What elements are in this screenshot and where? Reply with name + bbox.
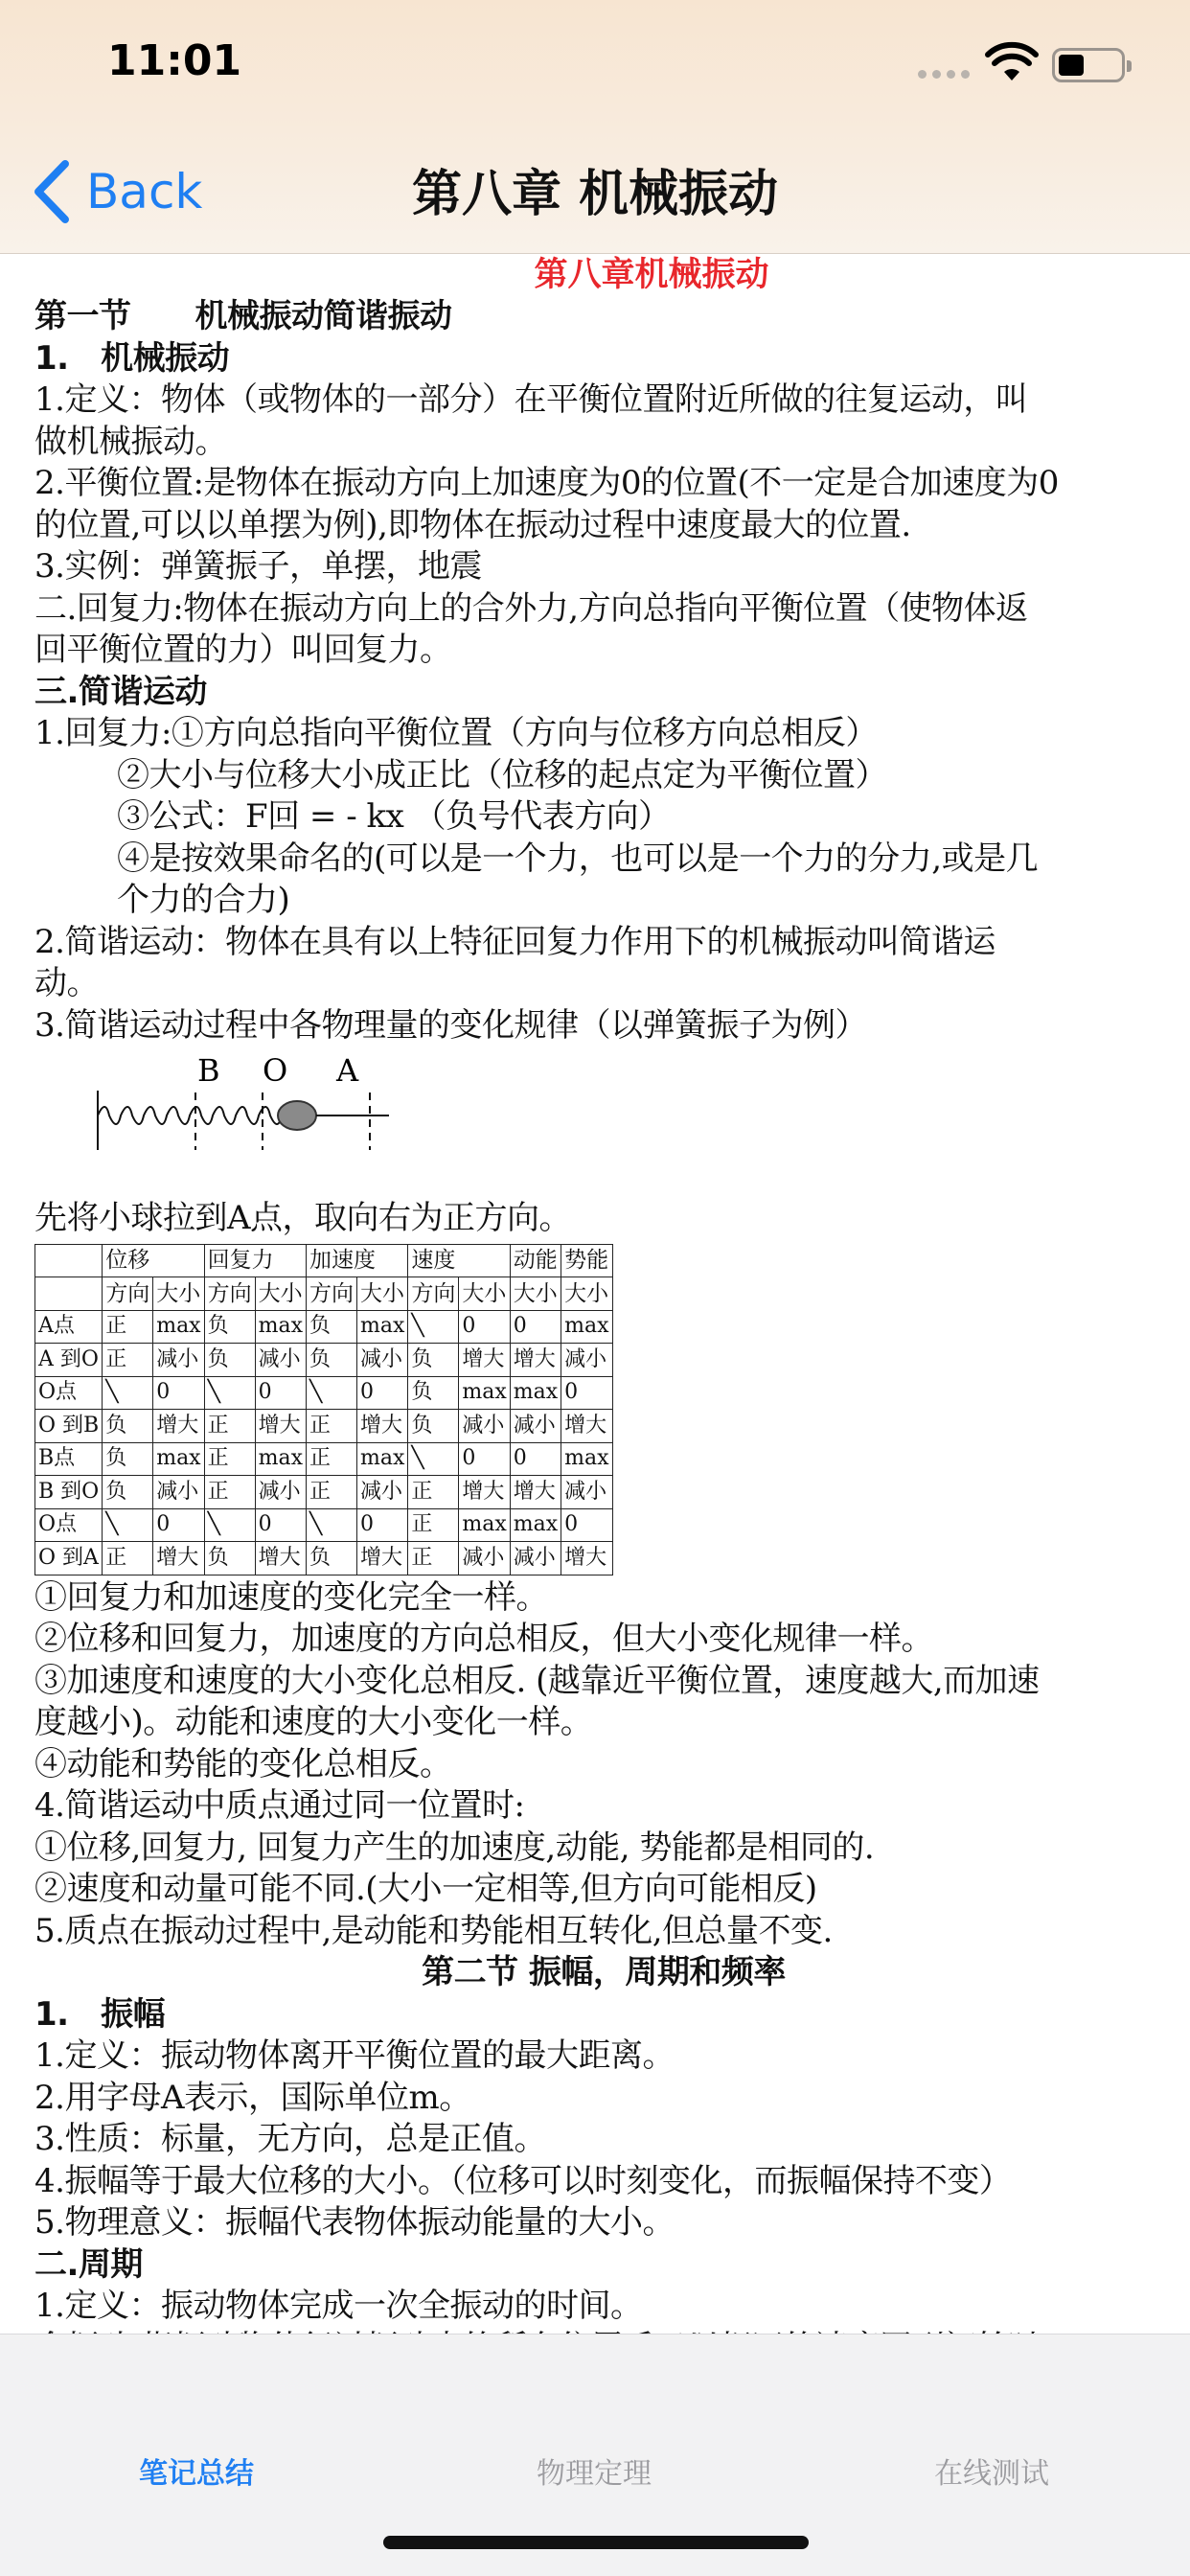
navigation-header (0, 0, 1190, 254)
text-line: ④动能和势能的变化总相反。 (34, 1744, 452, 1783)
table-cell: 减小 (356, 1344, 407, 1377)
table-cell: 正 (408, 1542, 459, 1576)
table-cell: max (510, 1376, 561, 1410)
table-cell: 负 (408, 1410, 459, 1443)
table-header-cell: 回复力 (204, 1244, 306, 1277)
text-line: ③加速度和速度的大小变化总相反. (越靠近平衡位置，速度越大,而加速 (34, 1661, 1040, 1700)
text-line: 2.用字母A表示，国际单位m。 (34, 2078, 471, 2117)
table-header-cell: 动能 (510, 1244, 561, 1277)
status-time: 11:01 (107, 36, 242, 85)
text-line: ①回复力和加速度的变化完全一样。 (34, 1577, 548, 1617)
table-cell: max (356, 1310, 407, 1344)
table-cell: ╲ (408, 1310, 459, 1344)
table-cell: B点 (35, 1442, 103, 1476)
text-line: 2.简谐运动：物体在具有以上特征回复力作用下的机械振动叫简谐运 (34, 922, 995, 961)
notes-section-bottom (34, 1577, 1173, 2370)
table-cell: 增大 (356, 1410, 407, 1443)
table-cell: 增大 (153, 1542, 204, 1576)
table-cell: ╲ (204, 1508, 255, 1542)
text-line: 个力的合力) (117, 881, 290, 919)
table-cell: 0 (255, 1376, 306, 1410)
table-cell: 增大 (561, 1410, 612, 1443)
text-line: 二.回复力:物体在振动方向上的合外力,方向总指向平衡位置（使物体返 (34, 588, 1028, 628)
text-line: 3.实例：弹簧振子，单摆，地震 (34, 547, 482, 586)
spring-oscillator-figure (63, 1050, 427, 1194)
table-cell: 正 (103, 1344, 153, 1377)
table-cell: 减小 (255, 1476, 306, 1509)
table-cell: A 到O (35, 1344, 103, 1377)
table-header-cell: 速度 (408, 1244, 510, 1277)
tab-notes-summary[interactable]: 笔记总结 (139, 2457, 254, 2491)
table-cell: 负 (306, 1310, 356, 1344)
motion-quantity-table (34, 1244, 613, 1576)
table-cell: max (255, 1442, 306, 1476)
table-cell: 增大 (510, 1476, 561, 1509)
table-cell: 减小 (510, 1410, 561, 1443)
table-cell: 负 (204, 1542, 255, 1576)
text-line: ③公式：F回 = - kx （负号代表方向） (117, 797, 671, 836)
table-subheader-cell: 方向 (408, 1277, 459, 1311)
text-line: 1.定义：振动物体离开平衡位置的最大距离。 (34, 2036, 675, 2075)
text-line: 3.性质：标量，无方向，总是正值。 (34, 2120, 546, 2158)
table-cell: 负 (306, 1344, 356, 1377)
table-cell: 正 (408, 1508, 459, 1542)
table-subheader-cell: 方向 (306, 1277, 356, 1311)
table-cell: max (459, 1508, 510, 1542)
table-subheader-cell: 方向 (204, 1277, 255, 1311)
table-cell: 减小 (153, 1476, 204, 1509)
text-line: ④是按效果命名的(可以是一个力，也可以是一个力的分力,或是几 (117, 839, 1039, 878)
table-header-cell: 位移 (103, 1244, 204, 1277)
text-line: 1.回复力:①方向总指向平衡位置（方向与位移方向总相反） (34, 714, 878, 752)
home-indicator (383, 2536, 809, 2549)
table-cell: max (510, 1508, 561, 1542)
text-line: 的位置,可以以单摆为例),即物体在振动过程中速度最大的位置. (34, 505, 911, 544)
table-cell: ╲ (103, 1376, 153, 1410)
table-cell: 增大 (459, 1476, 510, 1509)
table-cell: 正 (103, 1310, 153, 1344)
table-cell: max (255, 1310, 306, 1344)
table-cell: 负 (408, 1376, 459, 1410)
notes-content[interactable] (0, 254, 1190, 2334)
table-cell: O点 (35, 1508, 103, 1542)
document-title: 第八章机械振动 (534, 256, 769, 294)
table-cell: ╲ (306, 1376, 356, 1410)
text-line: 三.简谐运动 (34, 672, 207, 711)
table-cell: 增大 (255, 1542, 306, 1576)
text-line: 5.物理意义：振幅代表物体振动能量的大小。 (34, 2203, 675, 2242)
table-cell: 正 (204, 1476, 255, 1509)
table-cell: B 到O (35, 1476, 103, 1509)
text-line: 4.简谐运动中质点通过同一位置时: (34, 1786, 525, 1825)
table-cell: max (356, 1442, 407, 1476)
table-cell: 负 (103, 1410, 153, 1443)
table-row (35, 1410, 613, 1443)
table-subheader-cell: 大小 (459, 1277, 510, 1311)
table-cell: 负 (306, 1542, 356, 1576)
text-line: 第二节 振幅，周期和频率 (422, 1953, 786, 1991)
table-cell: 0 (255, 1508, 306, 1542)
table-row (35, 1542, 613, 1576)
table-subheader-cell: 方向 (103, 1277, 153, 1311)
tab-online-test[interactable]: 在线测试 (934, 2457, 1049, 2491)
table-cell: 0 (356, 1376, 407, 1410)
table-subheader-cell: 大小 (510, 1277, 561, 1311)
text-line: 1.定义：振动物体完成一次全振动的时间。 (34, 2287, 643, 2325)
table-cell: ╲ (306, 1508, 356, 1542)
wifi-icon (985, 44, 1039, 82)
table-subheader-row (35, 1277, 613, 1311)
table-cell: 正 (103, 1542, 153, 1576)
table-row (35, 1476, 613, 1509)
table-cell: max (153, 1310, 204, 1344)
table-cell: 正 (204, 1410, 255, 1443)
table-cell: ╲ (103, 1508, 153, 1542)
table-subheader-cell: 大小 (255, 1277, 306, 1311)
cellular-signal-icon (918, 70, 970, 79)
table-cell: 0 (459, 1442, 510, 1476)
table-cell: 减小 (459, 1542, 510, 1576)
table-cell: 正 (306, 1442, 356, 1476)
table-cell: 正 (306, 1476, 356, 1509)
table-cell: 减小 (255, 1344, 306, 1377)
text-line: 做机械振动。 (34, 422, 227, 461)
table-cell: 减小 (510, 1542, 561, 1576)
table-cell: A点 (35, 1310, 103, 1344)
table-subheader-cell: 大小 (561, 1277, 612, 1311)
text-line: 二.周期 (34, 2244, 143, 2284)
table-row (35, 1442, 613, 1476)
table-cell: 增大 (356, 1542, 407, 1576)
table-cell: max (561, 1310, 612, 1344)
table-cell: 增大 (561, 1542, 612, 1576)
table-subheader-cell (35, 1277, 103, 1311)
page-title: 第八章 机械振动 (411, 166, 779, 223)
table-cell: 减小 (561, 1344, 612, 1377)
tab-physics-theorems[interactable]: 物理定理 (537, 2457, 652, 2491)
table-cell: 负 (204, 1344, 255, 1377)
table-cell: 负 (204, 1310, 255, 1344)
table-cell: max (561, 1442, 612, 1476)
figure-label-a: A (336, 1052, 359, 1089)
table-intro: 先将小球拉到A点，取向右为正方向。 (34, 1199, 572, 1237)
table-row (35, 1376, 613, 1410)
table-cell: 减小 (153, 1344, 204, 1377)
table-row (35, 1344, 613, 1377)
text-line: ①位移,回复力, 回复力产生的加速度,动能, 势能都是相同的. (34, 1828, 875, 1867)
table-cell: 增大 (510, 1344, 561, 1377)
table-cell: O点 (35, 1376, 103, 1410)
table-cell: ╲ (204, 1376, 255, 1410)
text-line: 3.简谐运动过程中各物理量的变化规律（以弹簧振子为例） (34, 1005, 867, 1045)
table-cell: max (459, 1376, 510, 1410)
text-line: 回平衡位置的力）叫回复力。 (34, 631, 452, 669)
table-row (35, 1508, 613, 1542)
text-line: 第一节 机械振动简谐振动 (34, 297, 452, 335)
text-line: ②位移和回复力，加速度的方向总相反，但大小变化规律一样。 (34, 1620, 933, 1658)
table-cell: 0 (459, 1310, 510, 1344)
table-cell: 0 (153, 1508, 204, 1542)
figure-label-o: O (263, 1052, 288, 1089)
table-cell: 负 (103, 1442, 153, 1476)
table-cell: 增大 (153, 1410, 204, 1443)
text-line: 1.定义：物体（或物体的一部分）在平衡位置附近所做的往复运动，叫 (34, 380, 1028, 419)
text-line: 5.质点在振动过程中,是动能和势能相互转化,但总量不变. (34, 1911, 833, 1950)
table-cell: max (153, 1442, 204, 1476)
table-cell: 0 (510, 1310, 561, 1344)
table-cell: 0 (153, 1376, 204, 1410)
table-cell: O 到A (35, 1542, 103, 1576)
battery-icon (1052, 48, 1125, 82)
table-cell: 减小 (356, 1476, 407, 1509)
table-cell: 减小 (459, 1410, 510, 1443)
table-subheader-cell: 大小 (356, 1277, 407, 1311)
table-cell: 负 (103, 1476, 153, 1509)
table-cell: 正 (204, 1442, 255, 1476)
table-cell: 0 (356, 1508, 407, 1542)
figure-label-b: B (197, 1052, 220, 1089)
text-line: ②大小与位移大小成正比（位移的起点定为平衡位置） (117, 755, 887, 794)
notes-section-top (34, 296, 1173, 1046)
table-header-row (35, 1244, 613, 1277)
table-cell: ╲ (408, 1442, 459, 1476)
table-cell: O 到B (35, 1410, 103, 1443)
text-line: 动。 (34, 964, 99, 1002)
text-line: 度越小)。动能和速度的大小变化一样。 (34, 1703, 593, 1741)
text-line: ②速度和动量可能不同.(大小一定相等,但方向可能相反) (34, 1870, 817, 1908)
table-subheader-cell: 大小 (153, 1277, 204, 1311)
text-line: 2.平衡位置:是物体在振动方向上加速度为0的位置(不一定是合加速度为0 (34, 464, 1059, 502)
table-cell: 减小 (561, 1476, 612, 1509)
table-cell: 0 (510, 1442, 561, 1476)
table-row (35, 1310, 613, 1344)
table-header-cell (35, 1244, 103, 1277)
table-header-cell: 势能 (561, 1244, 612, 1277)
text-line: 1. 机械振动 (34, 338, 230, 378)
table-cell: 正 (306, 1410, 356, 1443)
table-cell: 增大 (255, 1410, 306, 1443)
table-cell: 负 (408, 1344, 459, 1377)
table-header-cell: 加速度 (306, 1244, 407, 1277)
table-cell: 0 (561, 1376, 612, 1410)
table-cell: 0 (561, 1508, 612, 1542)
table-cell: 正 (408, 1476, 459, 1509)
text-line: 4.振幅等于最大位移的大小。（位移可以时刻变化，而振幅保持不变） (34, 2161, 1012, 2200)
table-cell: 增大 (459, 1344, 510, 1377)
text-line: 1. 振幅 (34, 1994, 166, 2034)
back-label: Back (86, 164, 203, 219)
